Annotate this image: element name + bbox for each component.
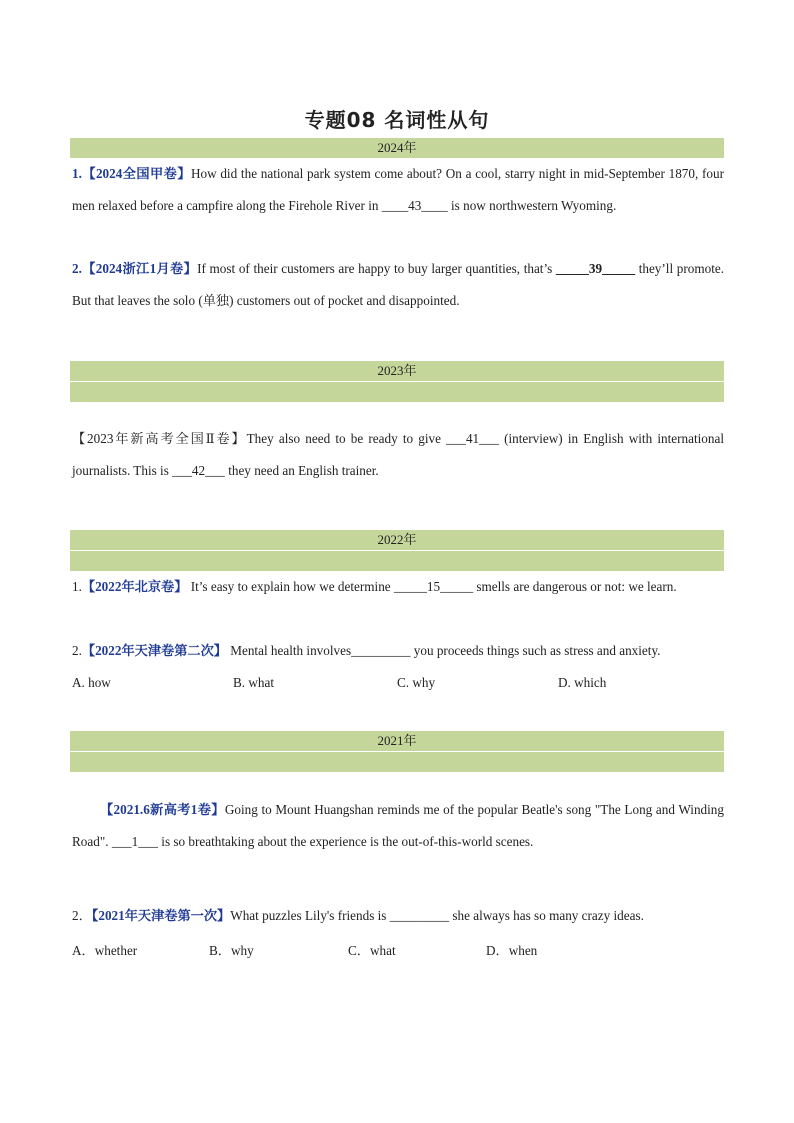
question-source-tag: 【2023年新高考全国Ⅱ卷】 — [72, 431, 247, 446]
question-number: 1. — [72, 579, 82, 594]
option-c: C. why — [397, 675, 436, 690]
question-text: you proceeds things such as stress and anxiety. — [410, 643, 661, 658]
question-source-tag: 【2021年天津卷第一次】 — [91, 908, 231, 923]
answer-blank: _________ — [351, 643, 411, 658]
question-text: Mental health involves — [226, 643, 352, 658]
question-text: smells are dangerous or not: we learn. — [473, 579, 677, 594]
question-source-tag: 【2022年北京卷】 — [81, 579, 188, 594]
year-label: 2023年 — [70, 361, 724, 382]
question-text: They also need to be ready to give — [246, 431, 447, 446]
answer-blank: _____39_____ — [555, 261, 636, 276]
answer-blank: ___41___ — [446, 431, 499, 446]
answer-blank: ____43____ — [381, 198, 448, 213]
question-number: 1. — [72, 166, 82, 181]
question-number: 2. — [72, 643, 82, 658]
question-2024-1 — [72, 158, 724, 222]
question-text: is now northwestern Wyoming. — [447, 198, 617, 213]
page-title: 专题08 名词性从句 — [304, 108, 490, 132]
question-text: If most of their customers are happy to buy larger quantities, that’s — [197, 261, 556, 276]
question-2023-1 — [72, 423, 724, 487]
question-text: (interview) in English with international journalists. This is — [72, 431, 724, 478]
year-band-2023 — [70, 361, 724, 402]
year-band-2024 — [70, 138, 724, 159]
question-text: they’ll promote. But that leaves the solo (单独) customers out of pocket and disappointed. — [72, 261, 725, 308]
question-2021-1 — [72, 794, 724, 858]
question-2022-1 — [72, 571, 724, 603]
question-source-tag: 【2021.6新高考1卷】 — [100, 802, 225, 817]
question-text: is so breathtaking about the experience is the out-of-this-world scenes. — [157, 834, 534, 849]
question-2021-2 — [72, 900, 724, 932]
question-text: It’s easy to explain how we determine — [187, 579, 394, 594]
question-text: she always has so many crazy ideas. — [449, 908, 644, 923]
year-label: 2024年 — [70, 138, 724, 159]
answer-blank: ___42___ — [172, 463, 225, 478]
band-spacer — [70, 752, 724, 772]
option-b: B. what — [233, 675, 275, 690]
option-b: B．why — [209, 943, 254, 958]
question-text: What puzzles Lily's friends is — [230, 908, 390, 923]
option-d: D．when — [486, 943, 538, 958]
question-number: 2. — [72, 261, 82, 276]
question-text: Going to Mount Huangshan reminds me of the popular Beatle's song "The Long and Winding Road". — [72, 802, 724, 849]
year-band-2022 — [70, 530, 724, 571]
answer-blank: _____15_____ — [393, 579, 474, 594]
year-band-2021 — [70, 731, 724, 772]
band-spacer — [70, 382, 724, 402]
question-source-tag: 【2024全国甲卷】 — [81, 166, 191, 181]
answer-blank: _________ — [389, 908, 450, 923]
question-text: How did the national park system come about? On a cool, starry night in mid-September 1870, four men relaxed before a campfire along the Firehole River in — [72, 166, 724, 213]
question-text: they need an English trainer. — [224, 463, 379, 478]
question-source-tag: 【2024浙江1月卷】 — [81, 261, 198, 276]
question-source-tag: 【2022年天津卷第二次】 — [81, 643, 227, 658]
year-label: 2022年 — [70, 530, 724, 551]
option-a: A. how — [72, 675, 111, 690]
option-a: A．whether — [72, 943, 138, 958]
year-label: 2021年 — [70, 731, 724, 752]
option-d: D. which — [558, 675, 607, 690]
answer-blank: ___1___ — [111, 834, 158, 849]
option-c: C．what — [348, 943, 396, 958]
band-spacer — [70, 551, 724, 571]
question-2022-2 — [72, 635, 724, 667]
question-number: 2． — [72, 908, 92, 923]
question-2024-2 — [72, 253, 724, 317]
